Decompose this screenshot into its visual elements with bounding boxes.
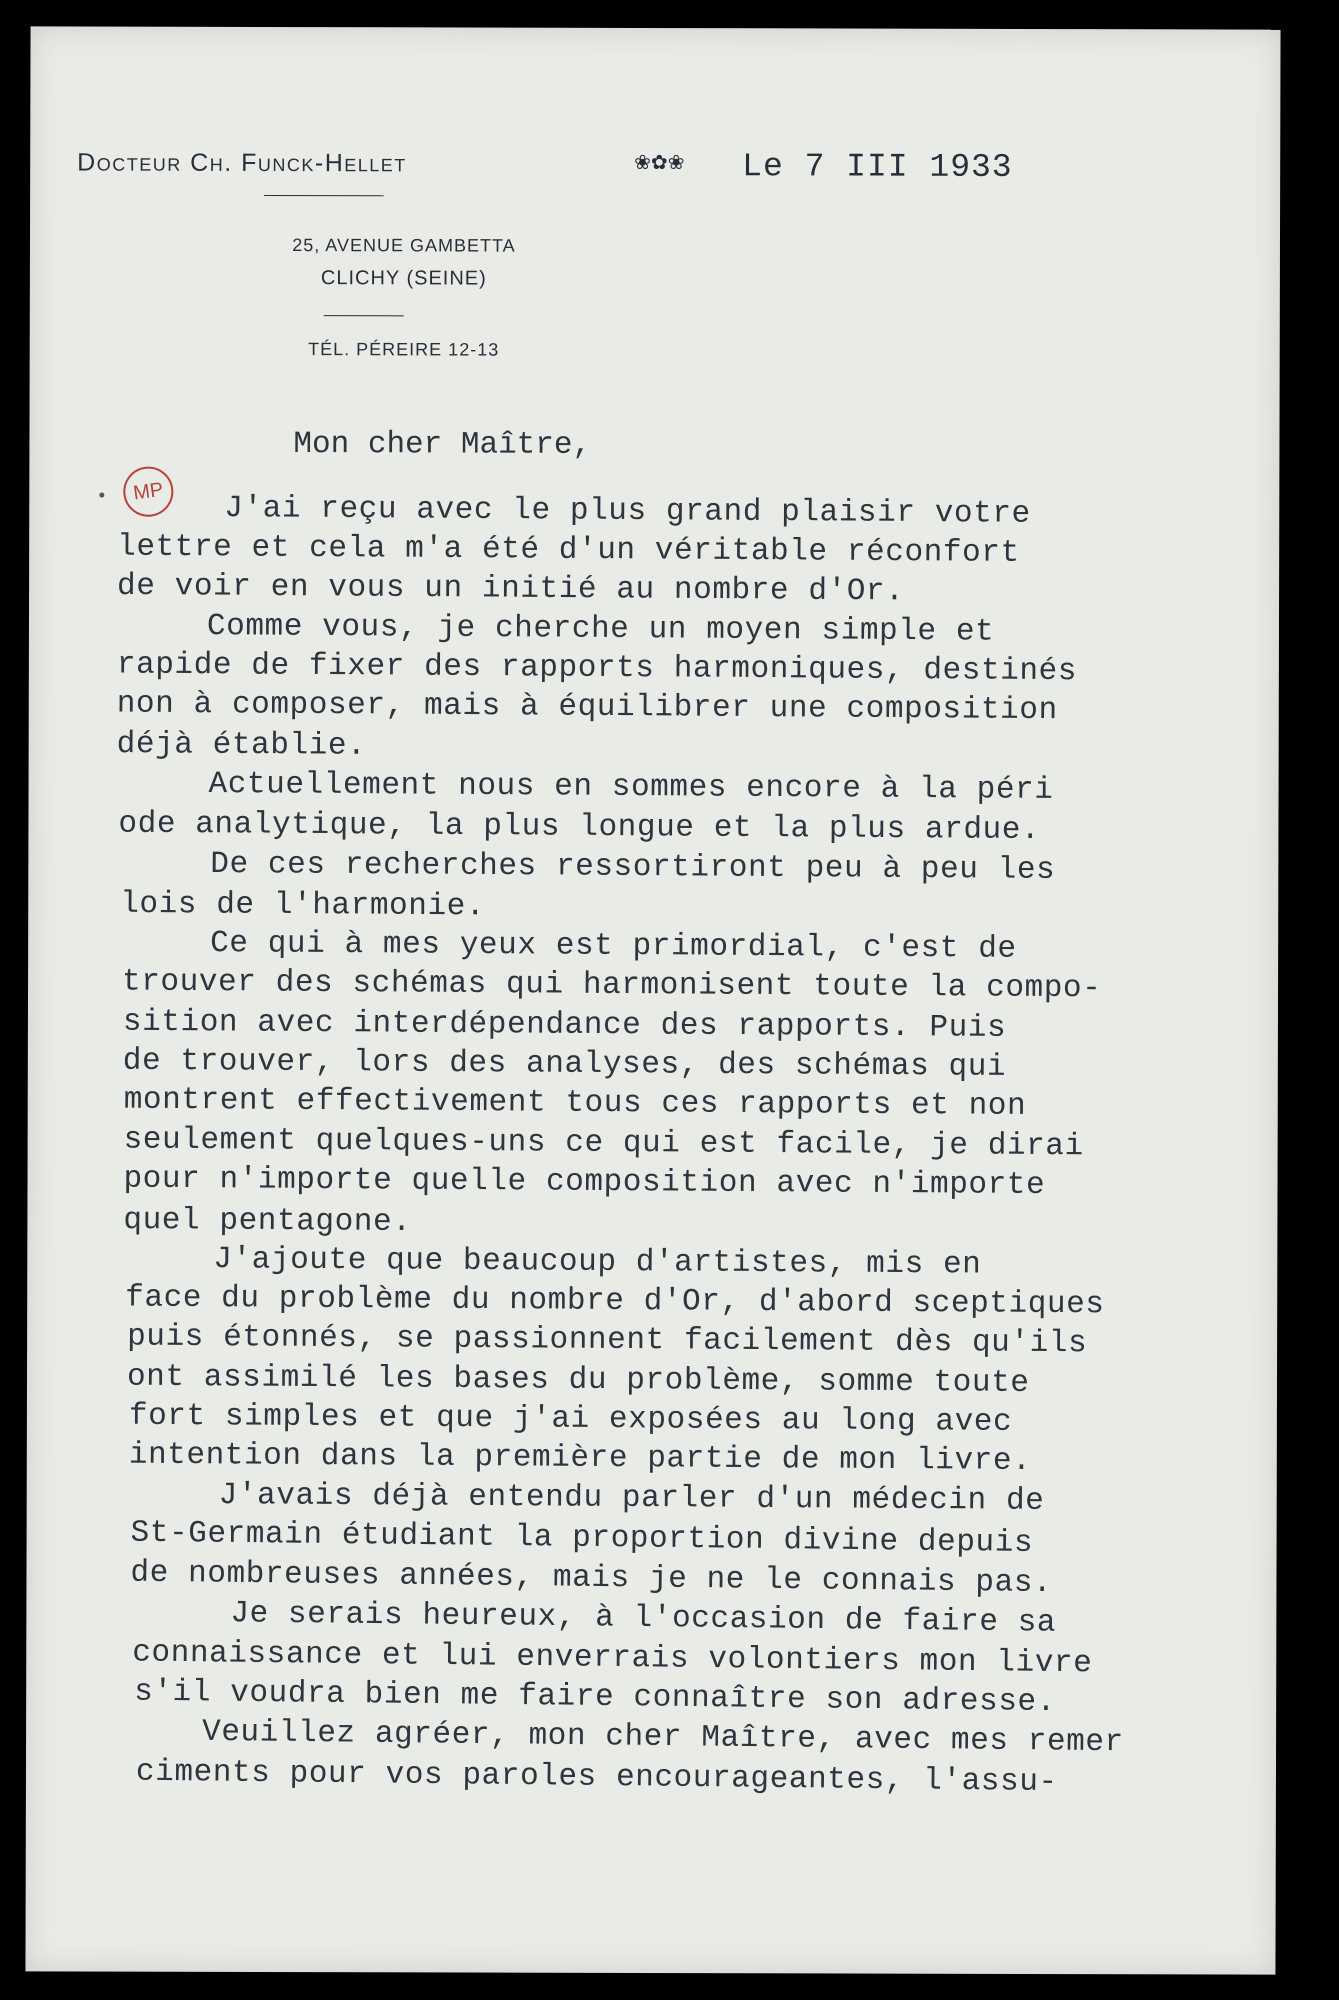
letter-page	[25, 26, 1280, 1974]
body-line: intention dans la première partie de mon livre.	[128, 1437, 1032, 1479]
body-line: déjà établie.	[116, 727, 367, 764]
letterhead-divider	[264, 195, 384, 196]
body-line: sition avec interdépendance des rapports. Puis	[122, 1004, 1007, 1046]
letterhead-divider	[324, 315, 404, 316]
decoration-icon: ❀✿❀	[634, 149, 685, 175]
body-line: seulement quelques-uns ce qui est facile, je dirai	[123, 1122, 1084, 1165]
body-line: connaissance et lui enverrais volontiers mon livre	[132, 1635, 1093, 1682]
letterhead-phone: TÉL. PÉREIRE 12-13	[308, 339, 500, 360]
body-line: Ce qui à mes yeux est primordial, c'est de	[210, 926, 1017, 967]
library-stamp: MP	[120, 463, 176, 519]
body-line: Comme vous, je cherche un moyen simple et	[206, 609, 995, 650]
letterhead-name: Docteur Ch. Funck-Hellet	[77, 148, 407, 178]
bullet-mark	[99, 493, 104, 498]
body-line: de nombreuses années, mais je ne le connais pas.	[130, 1555, 1053, 1602]
body-line: Veuillez agréer, mon cher Maître, avec mes remer	[201, 1714, 1124, 1761]
body-line: J'ajoute que beaucoup d'artistes, mis en	[213, 1242, 982, 1283]
body-line: rapide de fixer des rapports harmoniques, destinés	[116, 647, 1078, 690]
body-line: montrent effectivement tous ces rapports et non	[123, 1082, 1027, 1124]
letter-date: Le 7 III 1933	[742, 148, 1013, 186]
body-line: Actuellement nous en sommes encore à la péri	[208, 766, 1054, 808]
body-line: puis étonnés, se passionnent facilement dès qu'ils	[126, 1319, 1088, 1362]
body-line: lois de l'harmonie.	[120, 886, 486, 925]
body-line: fort simples et que j'ai exposées au long avec	[128, 1398, 1013, 1440]
body-line: pour n'importe quelle composition avec n'importe	[123, 1161, 1046, 1204]
body-line: quel pentagone.	[123, 1202, 412, 1240]
body-line: St-Germain étudiant la proportion divine depuis	[130, 1515, 1034, 1561]
letterhead-address: 25, AVENUE GAMBETTA	[292, 235, 516, 256]
body-line: ciments pour vos paroles encourageantes, l'assu-	[135, 1754, 1058, 1801]
body-line: s'il voudra bien me faire connaître son adresse.	[134, 1674, 1057, 1721]
letterhead-city: CLICHY (SEINE)	[320, 267, 487, 290]
body-line: Je serais heureux, à l'occasion de faire sa	[230, 1596, 1057, 1641]
body-line: non à composer, mais à équilibrer une composition	[116, 686, 1058, 729]
body-line: De ces recherches ressortiront peu à peu les	[210, 846, 1056, 888]
body-line: trouver des schémas qui harmonisent toute la compo-	[121, 964, 1102, 1007]
salutation: Mon cher Maître,	[293, 427, 592, 463]
body-line: ode analytique, la plus longue et la plus ardue.	[118, 806, 1041, 849]
body-line: face du problème du nombre d'Or, d'abord sceptiques	[125, 1280, 1105, 1323]
body-line: J'avais déjà entendu parler d'un médecin de	[218, 1478, 1045, 1519]
body-line: J'ai reçu avec le plus grand plaisir votre	[224, 491, 1031, 532]
body-line: ont assimilé les bases du problème, somme toute	[126, 1359, 1030, 1401]
body-line: lettre et cela m'a été d'un véritable réconfort	[117, 529, 1020, 571]
body-line: de voir en vous un initié au nombre d'Or.	[116, 568, 905, 610]
body-line: de trouver, lors des analyses, des schémas qui	[122, 1043, 1007, 1085]
